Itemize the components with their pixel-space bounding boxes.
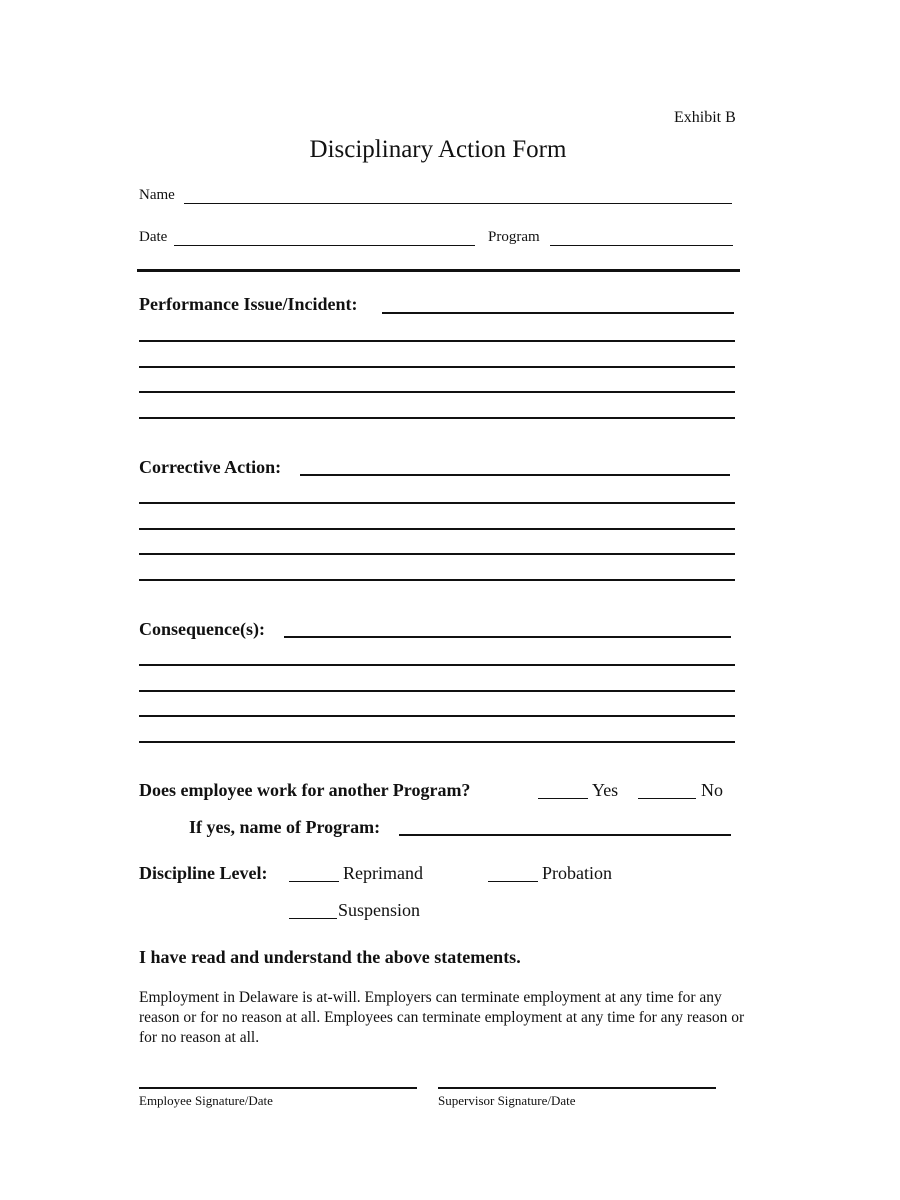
corrective-action-label: Corrective Action: (139, 457, 282, 477)
consequence-line-4[interactable] (139, 715, 735, 717)
consequence-line-3[interactable] (139, 690, 735, 692)
performance-line-3[interactable] (139, 366, 735, 368)
consequences-label: Consequence(s): (139, 619, 265, 639)
performance-line-2[interactable] (139, 340, 735, 342)
corrective-line-4[interactable] (139, 553, 735, 555)
consequence-line-1[interactable] (284, 636, 731, 638)
header-divider (137, 269, 740, 272)
acknowledgement-statement: I have read and understand the above statements. (139, 947, 521, 967)
probation-blank[interactable] (488, 881, 538, 882)
page-title: Disciplinary Action Form (309, 136, 567, 163)
name-label: Name (139, 187, 175, 203)
yes-blank[interactable] (538, 798, 588, 799)
corrective-line-5[interactable] (139, 579, 735, 581)
discipline-level-label: Discipline Level: (139, 863, 268, 883)
performance-issue-label: Performance Issue/Incident: (139, 294, 358, 314)
corrective-line-2[interactable] (139, 502, 735, 504)
corrective-line-1[interactable] (300, 474, 730, 476)
date-label: Date (139, 229, 168, 245)
suspension-label: Suspension (338, 900, 421, 920)
another-program-question: Does employee work for another Program? (139, 780, 471, 800)
consequence-line-5[interactable] (139, 741, 735, 743)
performance-line-4[interactable] (139, 391, 735, 393)
suspension-blank[interactable] (289, 918, 337, 919)
corrective-line-3[interactable] (139, 528, 735, 530)
performance-line-5[interactable] (139, 417, 735, 419)
employee-signature-label: Employee Signature/Date (139, 1093, 273, 1108)
exhibit-label: Exhibit B (674, 109, 736, 126)
no-blank[interactable] (638, 798, 696, 799)
reprimand-label: Reprimand (343, 863, 423, 883)
supervisor-signature-label: Supervisor Signature/Date (438, 1093, 576, 1108)
performance-line-1[interactable] (382, 312, 734, 314)
employee-signature-line[interactable] (139, 1087, 417, 1089)
supervisor-signature-line[interactable] (438, 1087, 716, 1089)
probation-label: Probation (542, 863, 612, 883)
name-field-line[interactable] (184, 203, 732, 204)
program-label: Program (488, 229, 540, 245)
other-program-name-label: If yes, name of Program: (189, 817, 381, 837)
reprimand-blank[interactable] (289, 881, 339, 882)
consequence-line-2[interactable] (139, 664, 735, 666)
other-program-name-line[interactable] (399, 834, 731, 836)
at-will-disclaimer: Employment in Delaware is at-will. Employers can terminate employment at any time for any reason or for no reason at all. Employees can terminate employment at any time for any reason or for no reason at all. (139, 989, 745, 1046)
no-label: No (701, 780, 723, 800)
yes-label: Yes (592, 780, 619, 800)
program-field-line[interactable] (550, 245, 733, 246)
date-field-line[interactable] (174, 245, 475, 246)
